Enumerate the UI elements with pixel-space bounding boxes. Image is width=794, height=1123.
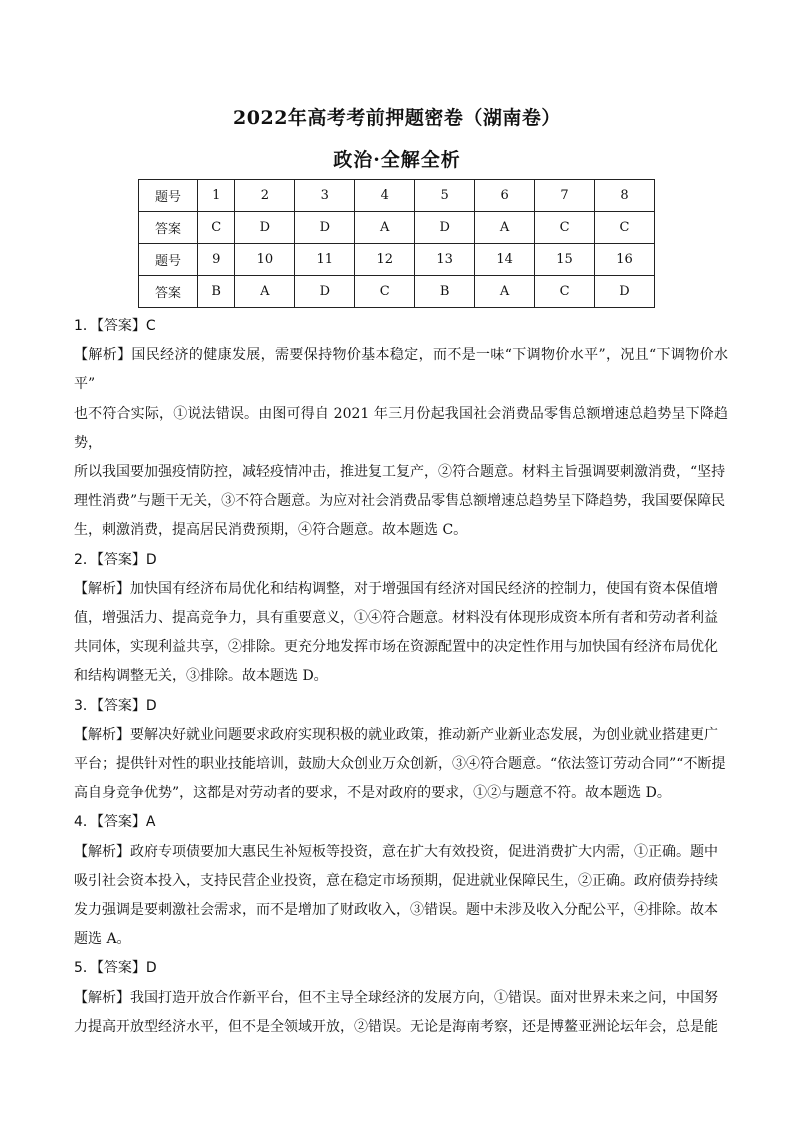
answer-table-cell: 9: [198, 244, 235, 276]
explanation-line: 【解析】要解决好就业问题要求政府实现积极的就业政策，推动新产业新业态发展，为创业就业搭建更广: [74, 726, 718, 743]
explanation-line: 吸引社会资本投入，支持民营企业投资，意在稳定市场预期，促进就业保障民生，②正确。政府债券持续: [74, 872, 718, 889]
answer-table-cell: 5: [415, 180, 475, 212]
answer-table-cell: 14: [475, 244, 535, 276]
explanation-line: 【解析】政府专项债要加大惠民生补短板等投资，意在扩大有效投资，促进消费扩大内需，①正确。题中: [74, 843, 718, 860]
question-answer: 1．【答案】C: [74, 318, 156, 334]
answer-table-cell: C: [595, 212, 655, 244]
answer-table-cell: 10: [235, 244, 295, 276]
explanation-line: 平台；提供针对性的职业技能培训，鼓励大众创业万众创新，③④符合题意。“依法签订劳动合同”“不断提: [74, 756, 726, 773]
explanations: [74, 312, 728, 1042]
explanation-line: 和结构调整无关，③排除。故本题选 D。: [74, 668, 328, 685]
answer-table-header-cell: 答案: [139, 212, 198, 244]
answer-table-header-cell: 题号: [139, 180, 198, 212]
answer-table-cell: 1: [198, 180, 235, 212]
explanation-line: 理性消费”与题干无关，③不符合题意。为应对社会消费品零售总额增速总趋势呈下降趋势，我国要保障民: [74, 493, 726, 510]
explanation-line: 【解析】国民经济的健康发展，需要保持物价基本稳定，而不是一味“下调物价水平”，况且“下调物价水平”: [74, 347, 728, 393]
answer-table-cell: 15: [535, 244, 595, 276]
answer-table-cell: 4: [355, 180, 415, 212]
answer-table-cell: 2: [235, 180, 295, 212]
explanation-line: 高自身竞争优势”，这都是对劳动者的要求，不是对政府的要求，①②与题意不符。故本题选 D。: [74, 785, 671, 802]
explanation-line: 题选 A。: [74, 931, 131, 948]
answer-table-cell: C: [198, 212, 235, 244]
answer-table-cell: D: [595, 276, 655, 308]
explanation-line: 力提高开放型经济水平，但不是全领域开放，②错误。无论是海南考察，还是博鳌亚洲论坛年会，总是能: [74, 1018, 718, 1035]
answer-table-cell: D: [415, 212, 475, 244]
question-answer: 5．【答案】D: [74, 960, 157, 977]
explanation-line: 发力强调是要刺激社会需求，而不是增加了财政收入，③错误。题中未涉及收入分配公平，④排除。故本: [74, 902, 718, 919]
answer-table-row: [139, 244, 655, 276]
answer-table-cell: C: [535, 212, 595, 244]
answer-table-cell: 6: [475, 180, 535, 212]
explanation-line: 所以我国要加强疫情防控，减轻疫情冲击，推进复工复产，②符合题意。材料主旨强调要刺激消费，“坚持: [74, 464, 726, 481]
explanation-line: 生，刺激消费，提高居民消费预期，④符合题意。故本题选 C。: [74, 522, 468, 539]
answer-table-cell: 8: [595, 180, 655, 212]
explanation-line: 值，增强活力、提高竞争力，具有重要意义，①④符合题意。材料没有体现形成资本所有者和劳动者利益: [74, 610, 718, 627]
answer-table-cell: C: [355, 276, 415, 308]
answer-table-cell: A: [475, 212, 535, 244]
answer-table-cell: C: [535, 276, 595, 308]
document-subtitle: 政治·全解全析: [333, 149, 461, 171]
answer-table-row: [139, 180, 655, 212]
answer-table-cell: D: [295, 276, 355, 308]
answer-table-cell: 7: [535, 180, 595, 212]
answer-table-cell: 16: [595, 244, 655, 276]
answer-table-cell: 13: [415, 244, 475, 276]
answer-table-cell: B: [198, 276, 235, 308]
answer-table-cell: 11: [295, 244, 355, 276]
answer-table-row: [139, 276, 655, 308]
explanation-line: 【解析】我国打造开放合作新平台，但不主导全球经济的发展方向，①错误。面对世界未来之问，中国努: [74, 989, 718, 1006]
question-answer: 3．【答案】D: [74, 697, 157, 714]
answer-table: [138, 179, 655, 308]
answer-table-cell: D: [235, 212, 295, 244]
answer-table-cell: D: [295, 212, 355, 244]
explanation-line: 也不符合实际，①说法错误。由图可得自 2021 年三月份起我国社会消费品零售总额增速总趋势呈下降趋势，: [74, 405, 728, 451]
answer-table-row: [139, 212, 655, 244]
document-title: 2022年高考考前押题密卷（湖南卷）: [233, 107, 561, 129]
question-answer: 2．【答案】D: [74, 551, 157, 568]
explanation-line: 共同体，实现利益共享，②排除。更充分地发挥市场在资源配置中的决定性作用与加快国有经济布局优化: [74, 639, 718, 656]
answer-table-cell: B: [415, 276, 475, 308]
answer-table-cell: 3: [295, 180, 355, 212]
explanation-line: 【解析】加快国有经济布局优化和结构调整，对于增强国有经济对国民经济的控制力，使国有资本保值增: [74, 580, 718, 597]
answer-table-cell: A: [235, 276, 295, 308]
answer-table-header-cell: 题号: [139, 244, 198, 276]
answer-table-cell: A: [475, 276, 535, 308]
answer-table-cell: 12: [355, 244, 415, 276]
question-answer: 4．【答案】A: [74, 814, 156, 831]
answer-table-header-cell: 答案: [139, 276, 198, 308]
answer-table-cell: A: [355, 212, 415, 244]
